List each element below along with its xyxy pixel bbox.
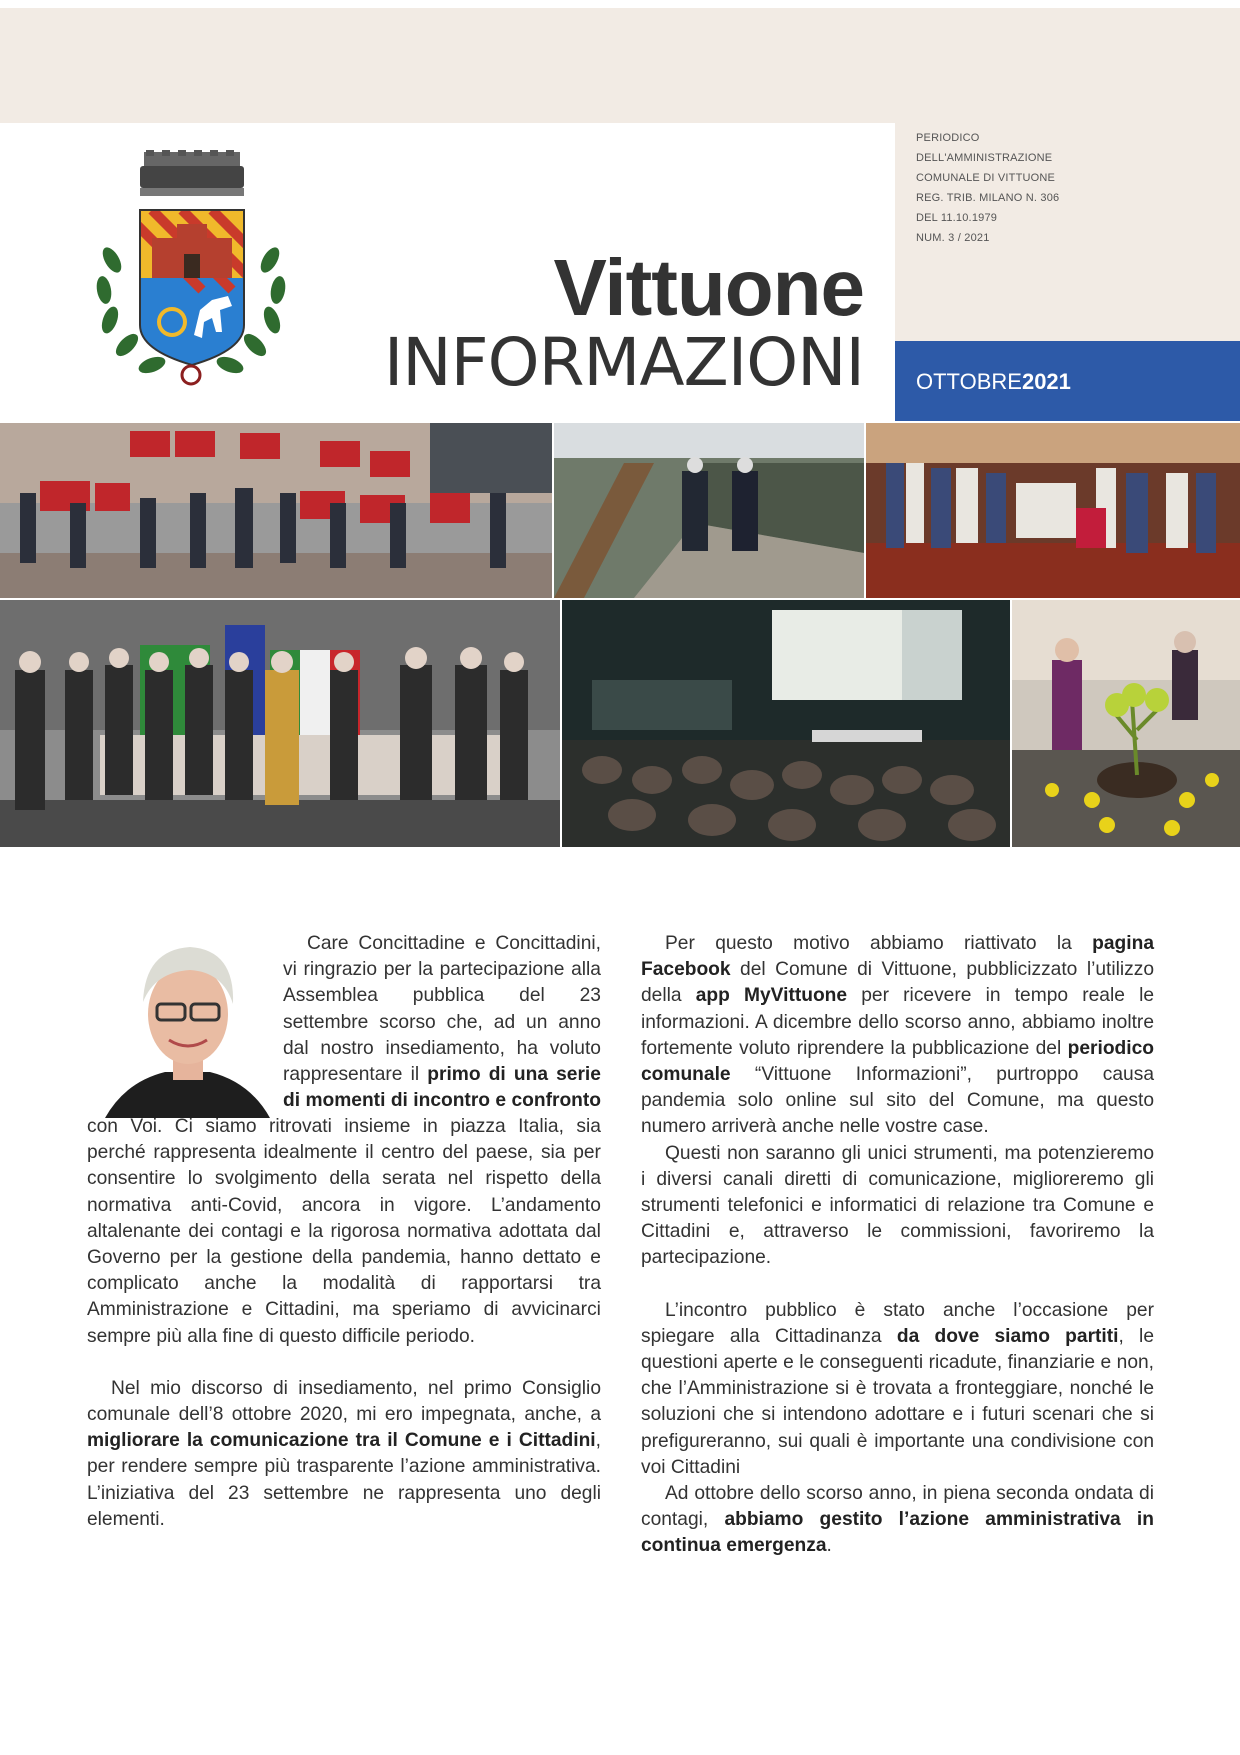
- text-run: normativa: [407, 1220, 492, 1242]
- text-run: contagi: [221, 1220, 283, 1242]
- text-run: hanno: [460, 1247, 514, 1269]
- bold-text: app MyVittuone: [695, 985, 848, 1007]
- text-run: perché: [87, 1142, 146, 1164]
- group-indoor-photo: [866, 423, 1240, 598]
- issue-date: [916, 369, 1071, 395]
- article-intro: [283, 931, 601, 1114]
- text-run: [214, 1221, 221, 1242]
- text-run: modalità: [322, 1273, 396, 1295]
- text-run: [357, 1142, 365, 1163]
- text-run: Cittadini,: [265, 1299, 340, 1321]
- text-run: nostro: [320, 1037, 374, 1059]
- text-run: [282, 1195, 301, 1216]
- text-run: [581, 1247, 590, 1268]
- text-run: [473, 1168, 485, 1189]
- evening-assembly-photo: [562, 600, 1010, 847]
- bold-text: confronto: [511, 1090, 601, 1112]
- text-run: [374, 1038, 386, 1059]
- text-run: e: [241, 1299, 253, 1321]
- text-run: paese,: [475, 1142, 534, 1164]
- text-run: [370, 1168, 382, 1189]
- bold-text: [506, 1064, 514, 1085]
- text-run: rispetto: [485, 1168, 549, 1190]
- text-run: in: [379, 1194, 395, 1216]
- text-run: con: [87, 1116, 118, 1137]
- text-run: periodo.: [405, 1325, 476, 1347]
- text-run: [360, 1195, 379, 1216]
- text-run: partecipazione: [439, 959, 565, 981]
- text-run: [309, 1038, 321, 1059]
- text-run: [317, 1168, 329, 1189]
- text-run: [545, 985, 580, 1006]
- text-run: [484, 985, 519, 1006]
- text-run: [203, 1168, 215, 1189]
- text-run: [451, 1247, 460, 1268]
- text-run: Italia,: [518, 1116, 564, 1137]
- text-run: il: [410, 1064, 420, 1086]
- text-run: Concittadine: [358, 933, 466, 954]
- masthead-title: Vittuone: [553, 243, 864, 332]
- text-run: voluto: [549, 1037, 601, 1059]
- text-run: [176, 1168, 188, 1189]
- bold-text: migliorare la comunicazione tra il Comune e i Cittadini: [87, 1430, 596, 1452]
- publication-info: [916, 128, 1059, 248]
- text-run: [257, 1273, 283, 1294]
- article-column-left: [87, 1114, 601, 1533]
- text-run: nel: [447, 1168, 474, 1190]
- text-run: Governo: [87, 1247, 161, 1269]
- pub-line: DELL'AMMINISTRAZIONE: [916, 152, 1053, 164]
- text-run: vi: [283, 959, 297, 981]
- text-run: altalenante: [87, 1220, 181, 1242]
- text-run: [257, 1116, 269, 1137]
- text-run: la: [282, 1273, 298, 1295]
- text-run: [349, 933, 359, 954]
- text-run: [491, 1221, 498, 1242]
- text-run: Nel mio discorso di insediamento, nel primo Consiglio comunale dell’8 ottobre 2020, mi ero impegnata, anche, a: [87, 1377, 601, 1426]
- issue-date-band: [895, 341, 1240, 421]
- text-run: [483, 1012, 494, 1033]
- issue-month: OTTOBRE: [916, 369, 1022, 394]
- text-run: [548, 1168, 560, 1189]
- bold-text: serie: [556, 1064, 601, 1086]
- text-run: [533, 1142, 541, 1163]
- text-run: Ci: [174, 1116, 193, 1137]
- text-run: vigore.: [414, 1194, 472, 1216]
- text-run: insieme: [344, 1116, 411, 1137]
- bold-text: di: [390, 1090, 408, 1112]
- text-run: [471, 1299, 484, 1320]
- text-run: [468, 1142, 476, 1163]
- text-run: ringrazio: [303, 959, 378, 981]
- text-run: dal: [283, 1037, 309, 1059]
- text-run: [118, 1116, 130, 1137]
- text-run: che,: [446, 1011, 483, 1033]
- text-run: della: [311, 1247, 353, 1269]
- bold-text: di: [488, 1064, 506, 1086]
- text-run: [303, 1247, 312, 1268]
- text-run: [377, 959, 384, 980]
- text-run: [410, 1116, 422, 1137]
- text-run: [499, 1299, 512, 1320]
- text-run: alla: [187, 1325, 218, 1347]
- text-run: rappresenta: [153, 1142, 256, 1164]
- text-run: [436, 1012, 447, 1033]
- bold-text: di: [283, 1090, 301, 1112]
- text-run: della: [329, 1168, 370, 1190]
- paragraph: [87, 1114, 601, 1350]
- text-run: centro: [381, 1142, 435, 1164]
- pub-line: DEL 11.10.1979: [916, 212, 998, 224]
- text-run: settembre: [283, 1011, 369, 1033]
- text-run: [221, 1247, 230, 1268]
- text-run: 23: [579, 985, 601, 1007]
- text-run: [486, 933, 496, 954]
- text-run: [395, 1195, 414, 1216]
- text-run: idealmente: [263, 1142, 358, 1164]
- text-run: [179, 1273, 205, 1294]
- text-run: , per rendere sempre più trasparente l’azione amministrativa. L’iniziativa del 23 settembre ne rappresenta uno degli elementi.: [87, 1430, 601, 1530]
- text-run: [538, 1038, 550, 1059]
- text-run: [193, 1116, 205, 1137]
- text-run: [436, 1273, 462, 1294]
- text-run: speriamo: [391, 1299, 471, 1321]
- text-run: [340, 1299, 353, 1320]
- mayor-portrait-photo: [105, 932, 270, 1118]
- text-run: sia: [576, 1116, 601, 1137]
- bold-text: primo: [427, 1064, 481, 1086]
- text-run: [395, 1273, 421, 1294]
- text-run: [332, 1116, 344, 1137]
- text-run: dettato: [522, 1247, 582, 1269]
- text-run: svolgimento: [214, 1168, 318, 1190]
- text-run: della: [560, 1168, 602, 1190]
- text-run: questo: [279, 1325, 337, 1347]
- paragraph: [283, 931, 601, 1114]
- text-run: complicato: [87, 1273, 179, 1295]
- bold-text: [548, 1064, 556, 1085]
- text-run: e: [290, 1220, 301, 1242]
- two-people-bridge-photo: [554, 423, 864, 598]
- text-run: .: [826, 1535, 832, 1557]
- text-run: [505, 1038, 517, 1059]
- text-run: serata: [382, 1168, 436, 1190]
- text-run: [438, 1116, 450, 1137]
- bold-text: e: [495, 1090, 507, 1112]
- text-run: per: [573, 1142, 601, 1164]
- paragraph: [641, 1481, 1154, 1560]
- text-run: del: [442, 1142, 468, 1164]
- text-run: adottata: [498, 1220, 568, 1242]
- flag-bearers-square-photo: [0, 423, 552, 598]
- text-run: tra: [578, 1273, 601, 1295]
- bold-text: incontro: [413, 1090, 491, 1112]
- text-run: [379, 1299, 392, 1320]
- paragraph: [641, 931, 1154, 1141]
- text-run: [472, 1195, 491, 1216]
- text-run: [378, 985, 413, 1006]
- issue-year: 2021: [1021, 369, 1071, 394]
- text-run: L’incontro pubblico è stato anche l’occasione per spiegare alla Cittadinanza: [641, 1299, 1154, 1347]
- text-run: [162, 1116, 174, 1137]
- text-run: [465, 933, 475, 954]
- text-run: rappresentare: [283, 1064, 403, 1086]
- text-run: per: [169, 1247, 198, 1269]
- text-run: [515, 1012, 526, 1033]
- text-run: Per questo motivo abbiamo riattivato la: [665, 933, 1093, 954]
- municipal-crest-logo: [82, 150, 300, 395]
- text-run: [171, 1195, 190, 1216]
- text-run: Questi non saranno gli unici strumenti, ma potenzieremo i diversi canali diretti di comunicazione, miglioreremo gli strumenti telefonici e informatici di relazione tra Comune e Cittadini e, attraverso le commissioni, favoriremo la partecipazione.: [641, 1142, 1154, 1269]
- text-run: [547, 1012, 558, 1033]
- text-run: la: [308, 1220, 324, 1242]
- top-beige-band: [0, 8, 1240, 123]
- pub-line: NUM. 3 / 2021: [916, 232, 990, 244]
- text-run: gestione: [230, 1247, 303, 1269]
- article-column-right: [641, 931, 1154, 1560]
- text-run: rigorosa: [330, 1220, 400, 1242]
- text-run: difficile: [342, 1325, 401, 1347]
- text-run: un: [526, 1011, 548, 1033]
- text-run: anche: [204, 1273, 257, 1295]
- text-run: Voi.: [130, 1116, 163, 1137]
- text-run: il: [365, 1142, 374, 1164]
- text-run: più: [156, 1325, 182, 1347]
- bold-text: [481, 1064, 489, 1085]
- text-run: [553, 1273, 579, 1294]
- bold-text: momenti: [305, 1090, 386, 1112]
- text-run: di: [483, 1299, 499, 1321]
- text-run: fine: [222, 1325, 254, 1347]
- text-run: Assemblea: [283, 985, 378, 1007]
- text-run: [161, 1247, 170, 1268]
- text-run: [433, 959, 440, 980]
- text-run: [368, 1012, 379, 1033]
- text-run: siamo: [205, 1116, 257, 1137]
- text-run: sempre: [87, 1325, 151, 1347]
- text-run: [352, 1247, 361, 1268]
- text-run: “Vittuone Informazioni”, purtroppo causa pandemia solo online sul sito del Comune, ma questo numero arriverà anche nelle vostre case.: [641, 1064, 1154, 1138]
- text-run: [252, 1299, 265, 1320]
- bold-text: pagina Facebook: [641, 933, 1154, 981]
- text-run: [229, 1299, 242, 1320]
- bold-text: periodico comunale: [641, 1037, 1154, 1086]
- text-run: alla: [571, 959, 601, 981]
- text-run: insediamento,: [385, 1037, 505, 1059]
- text-run: piazza: [450, 1116, 506, 1137]
- text-run: ritrovati: [268, 1116, 332, 1137]
- text-run: [435, 1168, 447, 1189]
- text-run: ad: [493, 1011, 516, 1033]
- bold-text: una: [513, 1064, 548, 1086]
- text-run: pubblica: [412, 985, 485, 1007]
- text-run: in: [422, 1116, 438, 1137]
- group-flags-hall-photo: [0, 600, 560, 847]
- tree-planting-photo: [1012, 600, 1240, 847]
- pub-line: REG. TRIB. MILANO N. 306: [916, 192, 1060, 204]
- text-run: anno: [558, 1011, 601, 1033]
- text-run: avvicinarci: [511, 1299, 601, 1321]
- pub-line: COMUNALE DI VITTUONE: [916, 172, 1056, 184]
- text-run: lo: [187, 1168, 203, 1190]
- text-run: rapportarsi: [461, 1273, 554, 1295]
- text-run: del Comune di Vittuone, pubblicizzato l’utilizzo della: [641, 959, 1154, 1007]
- text-run: normativa: [87, 1194, 172, 1216]
- bold-text: da dove siamo partiti: [896, 1325, 1119, 1347]
- text-run: scorso: [379, 1011, 436, 1033]
- text-run: del: [519, 985, 545, 1007]
- text-run: di: [420, 1273, 436, 1295]
- text-run: ma: [352, 1299, 380, 1321]
- text-run: [402, 1064, 410, 1085]
- text-run: pandemia,: [361, 1247, 452, 1269]
- bold-text: abbiamo gestito l’azione amministrativa in continua emergenza: [641, 1509, 1154, 1557]
- text-run: Concittadini,: [495, 933, 601, 954]
- text-run: , le questioni aperte e le conseguenti ricadute, finanziarie e non, che l’Amministrazione si è trovata a fronteggiare, nonché le soluzioni che si intendono adottare e i futuri scenari che si prefigureranno, sui quali è importante una condivisione con voi Cittadini: [641, 1325, 1154, 1478]
- text-run: consentire: [87, 1168, 176, 1190]
- text-run: dal: [575, 1220, 601, 1242]
- text-run: [400, 1221, 407, 1242]
- text-run: per ricevere in tempo reale le informazioni. A dicembre dello scorso anno, abbiamo inoltre fortemente voluto riprendere la pubblicazione del: [641, 985, 1154, 1059]
- text-run: sia: [540, 1142, 566, 1164]
- text-run: Amministrazione: [87, 1299, 229, 1321]
- text-run: dei: [188, 1220, 214, 1242]
- text-run: e: [474, 933, 486, 954]
- text-run: la: [418, 959, 433, 981]
- text-run: anti-Covid,: [190, 1194, 283, 1216]
- paragraph: [87, 1376, 601, 1533]
- text-run: e: [590, 1247, 601, 1269]
- text-run: per: [383, 959, 412, 981]
- text-run: [564, 1116, 576, 1137]
- text-run: la: [206, 1247, 222, 1269]
- text-run: ancora: [301, 1194, 361, 1216]
- masthead-subtitle: INFORMAZIONI: [383, 324, 864, 401]
- text-run: ha: [516, 1037, 538, 1059]
- paragraph: [641, 1298, 1154, 1481]
- paragraph: [641, 1141, 1154, 1272]
- text-run: [297, 1273, 323, 1294]
- text-run: [514, 1247, 523, 1268]
- text-run: Ad ottobre dello scorso anno, in piena seconda ondata di contagi,: [641, 1483, 1154, 1531]
- text-run: [506, 1116, 518, 1137]
- text-run: di: [258, 1325, 274, 1347]
- text-run: Care: [307, 933, 349, 954]
- pub-line: PERIODICO: [916, 132, 980, 144]
- text-run: L’andamento: [491, 1194, 601, 1216]
